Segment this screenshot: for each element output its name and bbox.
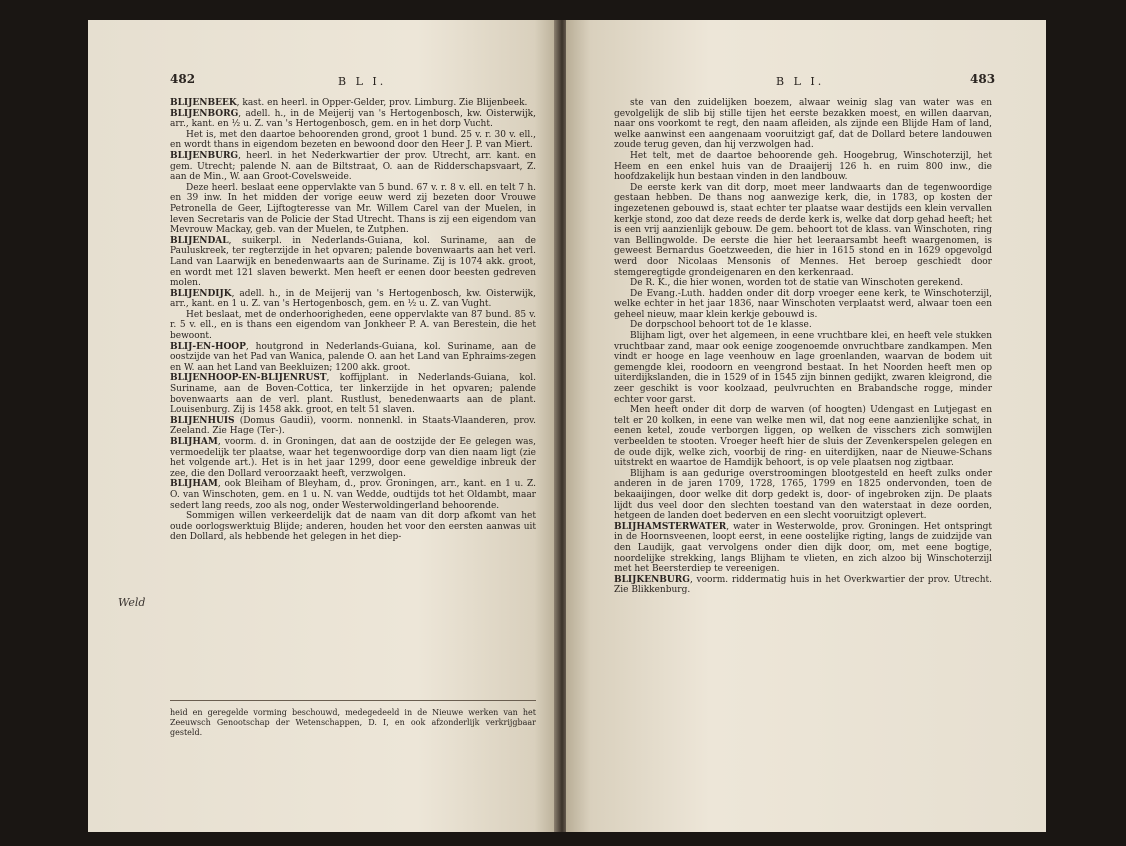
entry-text: Het is, met den daartoe behoorenden grond, groot 1 bund. 25 v. r. 30 v. ell., en wordt thans in eigendom bezeten en bewoond door den Heer J. P. van Miert. xyxy=(170,129,536,151)
left-page-number: 482 xyxy=(170,72,196,86)
dictionary-entry xyxy=(170,289,536,310)
entry-headword: BLIJHAM xyxy=(170,479,218,490)
entry-headword: BLIJENHUIS xyxy=(170,415,235,426)
dictionary-entry xyxy=(170,236,536,289)
dictionary-entry xyxy=(170,437,536,479)
dictionary-entry xyxy=(170,416,536,437)
right-running-header: B L I. xyxy=(776,75,825,88)
entry-text: Blijham is aan gedurige overstroomingen blootgesteld en heeft zulks onder anderen in de jaren 1709, 1728, 1765, 1799 en 1825 ondervonden, toen de bekaaijingen, door welke dit dorp gedekt is, door- of ingebroken zijn. De plaats lijdt dus veel door den slechten toestand van den waterstaat in deze oorden, hetgeen de landen doet bederven en een slecht vooruitzigt oplevert. xyxy=(614,468,992,522)
entry-text: De dorpschool behoort tot de 1e klasse. xyxy=(630,320,812,331)
entry-paragraph xyxy=(614,151,992,183)
left-page-text xyxy=(170,98,536,543)
dictionary-entry xyxy=(170,342,536,374)
right-page xyxy=(566,20,1046,832)
entry-text: Men heeft onder dit dorp de warven (of hoogten) Udengast en Lutjegast en telt er 20 kolken, in eene van welke men wil, dat nog eene aanzienlijke schat, in eenen ketel, zoude verborgen liggen, op welken de visschers zich somwijlen verbeelden te stooten. Vroeger heeft hier de sluis der Zevenkerspelen gelegen en de oude dijk, welke zich, voorbij de ring- en uiterdijken, naar de Nieuwe-Schans uitstrekt en waartoe de Hamdijk behoort, is op vele plaatsen nog zigtbaar. xyxy=(614,405,992,469)
left-page xyxy=(88,20,558,832)
footnote: heid en geregelde vorming beschouwd, medegedeeld in de Nieuwe werken van het Zeeuwsch Genootschap der Wetenschappen, D. I, en ook afzonderlijk verkrijgbaar gesteld. xyxy=(170,708,536,737)
entry-paragraph xyxy=(614,320,992,331)
open-book xyxy=(88,20,1046,832)
dictionary-entry xyxy=(614,575,992,596)
entry-text: , ook Bleiham of Bleyham, d., prov. Groningen, arr., kant. en 1 u. Z. O. van Winschoten, gem. en 1 u. N. van Wedde, oudtijds tot het Oldambt, maar sedert lang reeds, zoo als nog, onder Westerwoldingerland behoorende. xyxy=(170,479,536,511)
entry-paragraph xyxy=(614,331,992,405)
entry-headword: BLIJHAMSTERWATER xyxy=(614,521,727,532)
entry-paragraph xyxy=(170,310,536,342)
entry-text: , suikerpl. in Nederlands-Guiana, kol. Suriname, aan de Pauluskreek, ter regterzijde in het opvaren; palende bovenwaarts aan het verl. Land van Laarwijk en benedenwaarts aan de Suriname. Zij is 1074 akk. groot, en wordt met 121 slaven bewerkt. Men heeft er eenen door beesten gedreven molen. xyxy=(170,235,536,289)
entry-text: , houtgrond in Nederlands-Guiana, kol. Suriname, aan de oostzijde van het Pad van Wanica, palende O. aan het Land van Ephraims-zegen en W. aan het Land van Beekluizen; 1200 akk. groot. xyxy=(170,341,536,373)
dictionary-entry xyxy=(170,479,536,511)
entry-headword: BLIJENDIJK xyxy=(170,288,232,299)
entry-text: Het beslaat, met de onderhoorigheden, eene oppervlakte van 87 bund. 85 v. r. 5 v. ell., en is thans een eigendom van Jonkheer P. A. van Berestein, die het bewoont. xyxy=(170,309,536,342)
entry-paragraph xyxy=(170,130,536,151)
entry-text: , adell. h., in de Meijerij van 's Hertogenbosch, kw. Oisterwijk, arr., kant. en 1 u. Z. van 's Hertogenbosch, gem. en ½ u. Z. van Vught. xyxy=(170,288,536,310)
entry-text: Het telt, met de daartoe behoorende geh. Hoogebrug, Winschoterzijl, het Heem en een enkel huis van de Draaijerij 126 h. en ruim 800 inw., die hoofdzakelijk hun bestaan vinden in den landbouw. xyxy=(614,150,992,183)
entry-text: De eerste kerk van dit dorp, moet meer landwaarts dan de tegenwoordige gestaan hebben. De thans nog aanwezige kerk, die, in 1783, op kosten der ingezetenen gebouwd is, staat echter ter plaatse waar destijds een klein vervallen kerkje stond, zoo dat deze reeds de derde kerk is, welke dat dorp gehad heeft; het is een vrij aanzienlijk gebouw. De gem. behoort tot de klass. van Winschoten, ring van Bellingwolde. De eerste die hier het leeraarsambt heeft waargenomen, is geweest Bernardus Goetzweeden, die hier in 1615 stond en in 1629 opgevolgd werd door Nicolaas Mensonis of Mennes. Het beroep geschiedt door stemgeregtigde grondeigenaren en den kerkenraad. xyxy=(614,182,992,278)
entry-headword: BLIJENBEEK xyxy=(170,98,237,108)
entry-text: , voorm. riddermatig huis in het Overkwartier der prov. Utrecht. Zie Blikkenburg. xyxy=(614,574,992,596)
footnote-rule xyxy=(170,700,536,701)
entry-headword: BLIJHAM xyxy=(170,437,218,447)
entry-text: , koffijplant. in Nederlands-Guiana, kol. Suriname, aan de Boven-Cottica, ter linkerzijde in het opvaren; palende bovenwaarts aan de verl. plant. Rustlust, benedenwaarts aan de plant. Louisenburg. Zij is 1458 akk. groot, en telt 51 slaven. xyxy=(170,373,536,416)
entry-paragraph xyxy=(170,511,536,543)
dictionary-entry xyxy=(170,151,536,183)
entry-headword: BLIJ-EN-HOOP xyxy=(170,341,246,352)
entry-text: De R. K., die hier wonen, worden tot de statie van Winschoten gerekend. xyxy=(630,278,964,289)
entry-text: , heerl. in het Nederkwartier der prov. Utrecht, arr. kant. en gem. Utrecht; palende N. aan de Biltstraat, O. aan de Ridderschapsvaart, Z. aan de Min., W. aan Groot-Covelsweide. xyxy=(170,150,536,183)
entry-paragraph xyxy=(614,98,992,151)
dictionary-entry xyxy=(614,522,992,575)
entry-headword: BLIJENHOOP-EN-BLIJENRUST xyxy=(170,373,327,384)
entry-paragraph xyxy=(614,289,992,321)
margin-note: Weld xyxy=(118,596,146,609)
entry-text: , water in Westerwolde, prov. Groningen. Het ontspringt in de Hoornsveenen, loopt eerst, in eene oostelijke rigting, langs de zuidzijde van den Laudijk, gaat vervolgens onder dien dijk door, om, met eene bogtige, noordelijke strekking, langs Blijham te vlieten, en zich alzoo bij Winschoterzijl met het Beersterdiep te vereenigen. xyxy=(614,521,992,575)
entry-headword: BLIJKENBURG xyxy=(614,574,690,585)
entry-headword: BLIJENBORG xyxy=(170,108,239,119)
entry-text: (Domus Gaudii), voorm. nonnenkl. in Staats-Vlaanderen, prov. Zeeland. Zie Hage (Ter-). xyxy=(170,415,536,437)
entry-paragraph xyxy=(614,469,992,522)
right-page-text xyxy=(614,98,992,596)
entry-text: ste van den zuidelijken boezem, alwaar weinig slag van water was en gevolgelijk de slib bij stille tijen het eerste bezakken moest, en willen daarvan, naar ons voorkomt te regt, den naam afleiden, als zijnde een Blijde Ham of land, welke aanwinst een aangenaam vooruitzigt gaf, dat de Dollard betere landouwen zoude terug geven, dan hij verzwolgen had. xyxy=(614,98,992,151)
entry-paragraph xyxy=(614,278,992,289)
entry-text: , kast. en heerl. in Opper-Gelder, prov. Limburg. Zie Blijenbeek. xyxy=(236,98,528,108)
dictionary-entry xyxy=(170,98,536,109)
dictionary-entry xyxy=(170,109,536,130)
entry-paragraph xyxy=(170,183,536,236)
entry-text: Blijham ligt, over het algemeen, in eene vruchtbare klei, en heeft vele stukken vruchtbaar zand, maar ook eenige zoogenoemde onvruchtbare zandkampen. Men vindt er hooge en lage veenhouw en lage groenlanden, waarvan de bodem uit gemengde klei, roodoorn en veengrond bestaat. In het Noorden heeft men op uiterdijkslanden, die in 1529 of in 1545 zijn binnen gedijkt, zwaren kleigrond, die zeer geschikt is voor koolzaad, peulvruchten en Brabandsche rogge, minder echter voor garst. xyxy=(614,331,992,405)
entry-text: De Evang.-Luth. hadden onder dit dorp vroeger eene kerk, te Winschoterzijl, welke echter in het jaar 1836, naar Winschoten verplaatst werd, alwaar toen een geheel nieuw, maar klein kerkje gebouwd is. xyxy=(614,288,992,320)
entry-text: Deze heerl. beslaat eene oppervlakte van 5 bund. 67 v. r. 8 v. ell. en telt 7 h. en 39 inw. In het midden der vorige eeuw werd zij bezeten door Vrouwe Petronella de Geer, Lijftogteresse van Mr. Willem Carel van der Muelen, in leven Secretaris van de Policie der Stad Utrecht. Thans is zij een eigendom van Mevrouw Mackay, geb. van der Muelen, te Zutphen. xyxy=(170,182,536,236)
dictionary-entry xyxy=(170,373,536,415)
entry-paragraph xyxy=(614,183,992,278)
left-running-header: B L I. xyxy=(338,75,387,88)
entry-headword: BLIJENBURG xyxy=(170,150,239,161)
right-page-number: 483 xyxy=(970,72,996,86)
entry-paragraph xyxy=(614,405,992,469)
entry-headword: BLIJENDAL xyxy=(170,235,229,246)
entry-text: Sommigen willen verkeerdelijk dat de naam van dit dorp afkomt van het oude oorlogswerktuig Blijde; anderen, houden het voor den eersten aanwas uit den Dollard, als hebbende het gelegen in het diep- xyxy=(170,511,536,543)
entry-text: , voorm. d. in Groningen, dat aan de oostzijde der Ee gelegen was, vermoedelijk ter plaatse, waar het tegenwoordige dorp van dien naam ligt (zie het volgende art.). Het is in het jaar 1299, door eene geweldige inbreuk der zee, die den Dollard veroorzaakt heeft, verzwolgen. xyxy=(170,437,536,479)
entry-text: , adell. h., in de Meijerij van 's Hertogenbosch, kw. Oisterwijk, arr., kant. en ½ u. Z. van 's Hertogenbosch, gem. en in het dorp Vucht. xyxy=(170,108,536,130)
